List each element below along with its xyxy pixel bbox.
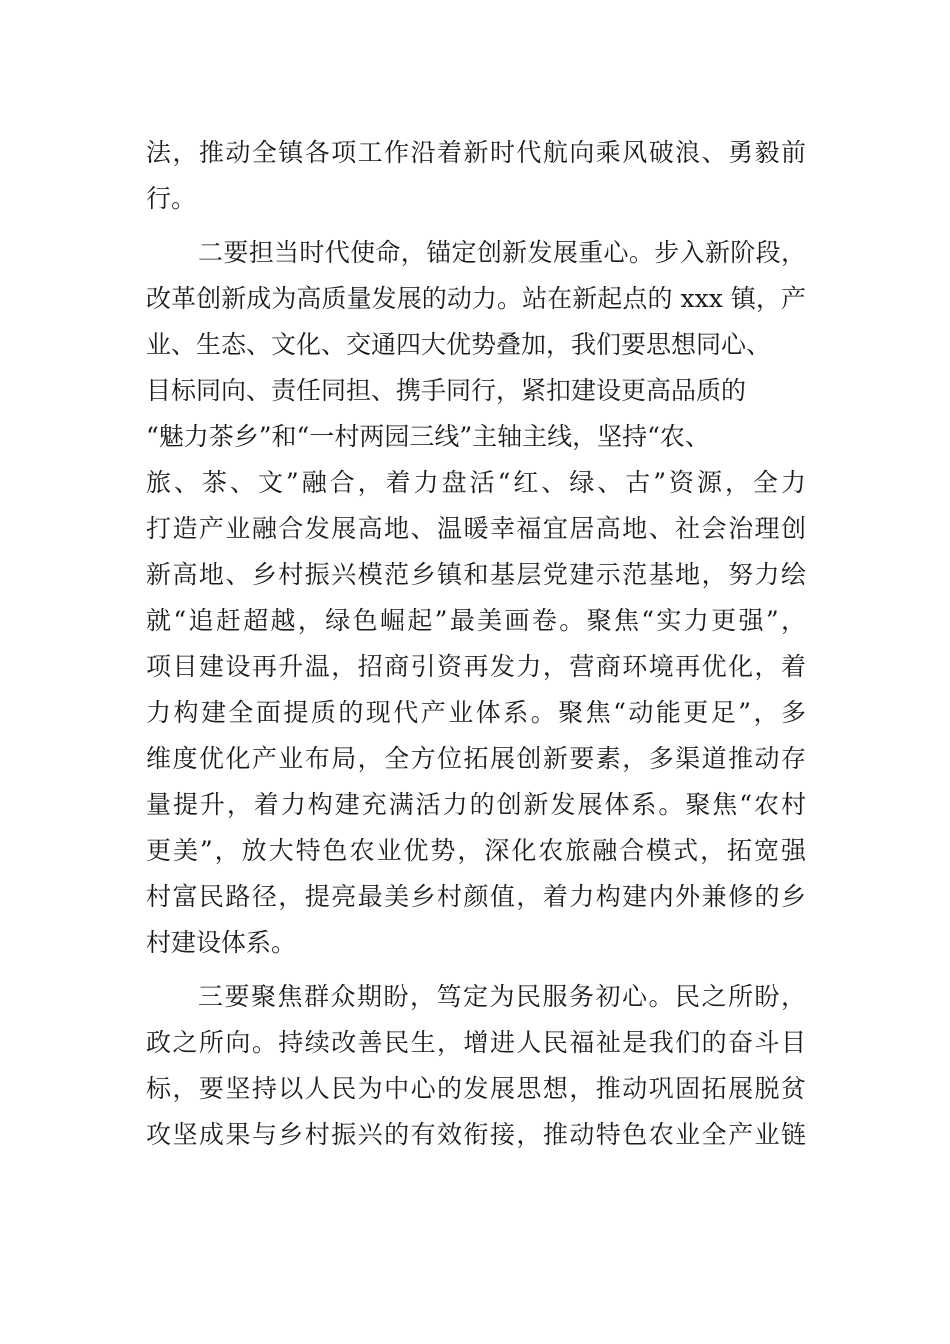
text-line: 政之所向。持续改善民生，增进人民福祉是我们的奋斗目 — [146, 1028, 806, 1057]
text-line: 业、生态、文化、交通四大优势叠加，我们要思想同心、 — [146, 330, 772, 359]
body-text — [146, 130, 806, 1158]
text-line: 村富民路径，提亮最美乡村颜值，着力构建内外兼修的乡 — [146, 882, 806, 911]
text-line: 更美”，放大特色农业优势，深化农旅融合模式，拓宽强 — [146, 836, 806, 865]
text-line: 力构建全面提质的现代产业体系。聚焦“动能更足”，多 — [146, 698, 806, 727]
text-line: 目标同向、责任同担、携手同行，紧扣建设更高品质的 — [146, 376, 747, 405]
text-line: 法，推动全镇各项工作沿着新时代航向乘风破浪、勇毅前 — [146, 138, 806, 167]
text-line: 量提升，着力构建充满活力的创新发展体系。聚焦“农村 — [146, 790, 806, 819]
text-line: 攻坚成果与乡村振兴的有效衔接，推动特色农业全产业链 — [146, 1120, 806, 1149]
text-line: 旅、茶、文”融合，着力盘活“红、绿、古”资源，全力 — [146, 468, 806, 497]
text-line: 新高地、乡村振兴模范乡镇和基层党建示范基地，努力绘 — [146, 560, 806, 589]
text-line: 二要担当时代使命，锚定创新发展重心。步入新阶段， — [198, 238, 806, 267]
text-line: 村建设体系。 — [146, 928, 297, 957]
text-line: “魅力茶乡”和“一村两园三线”主轴主线，坚持“农、 — [146, 422, 710, 451]
text-line: 维度优化产业布局，全方位拓展创新要素，多渠道推动存 — [146, 744, 806, 773]
text-line: 就“追赶超越，绿色崛起”最美画卷。聚焦“实力更强”， — [146, 606, 806, 635]
text-line: 行。 — [146, 184, 197, 213]
text-line: 打造产业融合发展高地、温暖幸福宜居高地、社会治理创 — [146, 514, 806, 543]
text-line: 改革创新成为高质量发展的动力。站在新起点的 xxx 镇，产 — [146, 284, 806, 313]
paragraph-gap — [146, 222, 806, 230]
text-line: 项目建设再升温，招商引资再发力，营商环境再优化，着 — [146, 652, 806, 681]
text-line: 三要聚焦群众期盼，笃定为民服务初心。民之所盼， — [198, 982, 806, 1011]
paragraph-gap — [146, 966, 806, 974]
text-line: 标，要坚持以人民为中心的发展思想，推动巩固拓展脱贫 — [146, 1074, 806, 1103]
